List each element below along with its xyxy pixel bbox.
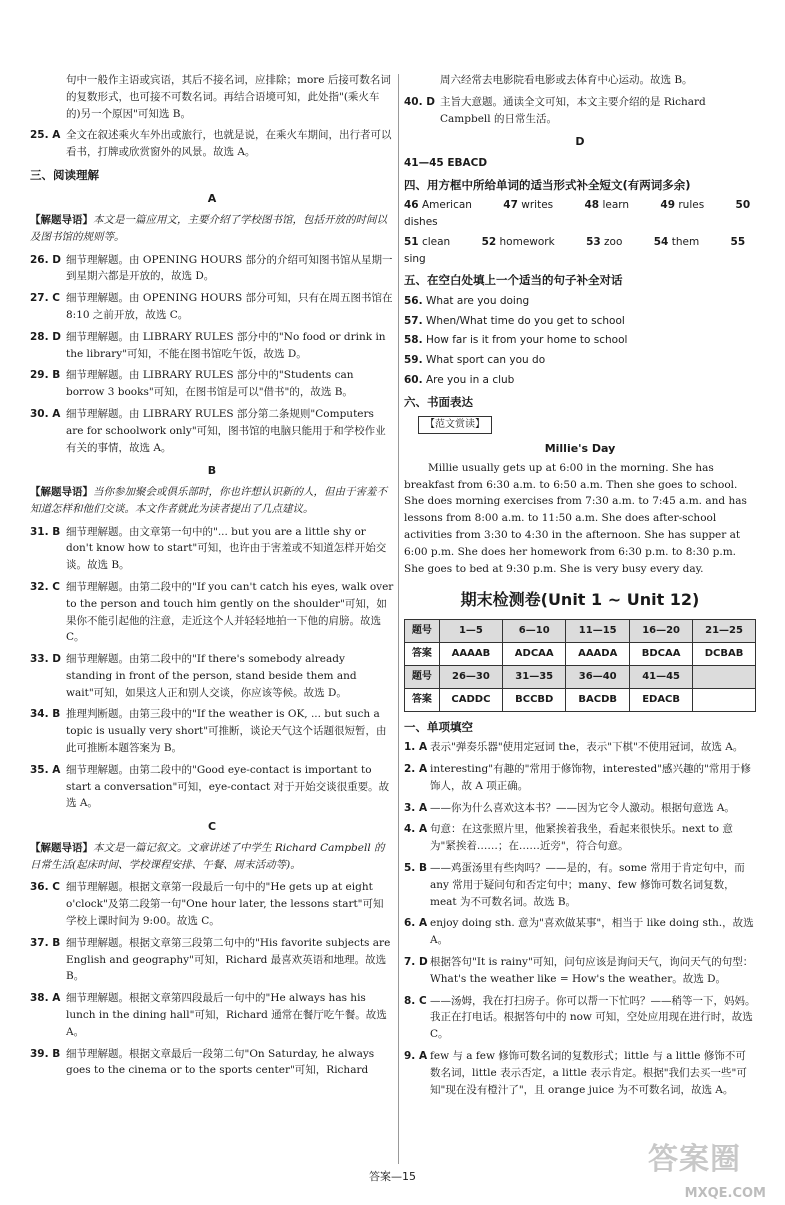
answer-34: 34. B 推理判断题。由第三段中的"If the weather is OK, ... but such a topic is usually very short"可推断，谈论天气这个话题很短暂，由此可推断本题答案为 B。 xyxy=(30,708,387,755)
left-column xyxy=(30,72,394,1084)
answer-e2: 2. A interesting"有趣的"常用于修饰物，interested"感兴趣的"常用于修饰人，故 A 项正确。 xyxy=(404,763,751,792)
answer-32: 32. C 细节理解题。由第二段中的"If you can't catch his eyes, walk over to the person and touch him gently on the shoulder"可知，如果你不能引起他的注意，走近这个人并轻轻地拍一下他的肩膀。故选 C。 xyxy=(30,580,394,644)
answer-36: 36. C 细节理解题。根据文章第一段最后一句中的"He gets up at eight o'clock"及第二段第一句"One hour later, the lessons start"可知学校上课时间为 9:00。故选 C。 xyxy=(30,881,384,928)
passage-c-label: C xyxy=(207,820,217,834)
answer-38: 38. A 细节理解题。根据文章第四段最后一句中的"He always has his lunch in the dining hall"可知，Richard 通常在餐厅吃午餐。故选 A。 xyxy=(30,992,387,1038)
answer-e8: 8. C ——汤姆，我在打扫房子。你可以帮一下忙吗？——稍等一下，妈妈。我正在打电话。根据答句中的 now 可知，空处应用现在进行时，故选 C。 xyxy=(404,994,756,1041)
section-word-fill: 四、用方框中所给单词的适当形式补全短文(有两词多余) xyxy=(404,177,691,192)
answer-key-table xyxy=(404,619,756,712)
answers-51-55: 51 clean 52 homework 53 zoo 54 them 55 sing xyxy=(404,235,746,265)
answer-28: 28. D 细节理解题。由 LIBRARY RULES 部分中的"No food or drink in the library"可知，不能在图书馆吃午饭，故选 D。 xyxy=(30,330,386,360)
guide-a: 【解题导语】本文是一篇应用文，主要介绍了学校图书馆，包括开放的时间以及图书馆的规则等。 xyxy=(30,213,387,243)
answer-29: 29. B 细节理解题。由 LIBRARY RULES 部分中的"Students can borrow 3 books"可知，在图书馆是可以"借书"的，故选 B。 xyxy=(30,369,354,399)
answer-e9: 9. A few 与 a few 修饰可数名词的复数形式；little 与 a little 修饰不可数名词，little 表示否定，a little 表示肯定。根据"我们去买一些"可知"现在没有橙汁了"，且 orange juice 为不可数名词，故选 A。 xyxy=(404,1050,747,1096)
answer-e1: 1. A 表示"弹奏乐器"使用定冠词 the，表示"下棋"不使用冠词，故选 A。 xyxy=(404,741,744,754)
answer-e5: 5. B ——鸡蛋汤里有些肉吗？——是的，有。some 常用于肯定句中，而 any 常用于疑问句和否定句中；many、few 修饰可数名词复数，meat 为不可数名词。故选 B。 xyxy=(404,862,745,908)
answer-e7: 7. D 根据答句"It is rainy"可知，问句应该是询问天气，询问天气的句型：What's the weather like = How's the weather。故选 D。 xyxy=(404,956,754,985)
right-column xyxy=(404,72,756,1103)
answer-30: 30. A 细节理解题。由 LIBRARY RULES 部分第二条规则"Computers are for schoolwork only"可知，图书馆的电脑只能用于和学校作业有关的事情，故选 A。 xyxy=(30,407,386,454)
essay-title: Millie's Day xyxy=(544,442,616,456)
answer-e3: 3. A ——你为什么喜欢这本书？——因为它令人激动。根据句意选 A。 xyxy=(404,801,735,814)
section-writing: 六、书面表达 xyxy=(404,394,473,409)
intro-paragraph: 句中一般作主语或宾语，其后不接名词，应排除；more 后接可数名词的复数形式，也可接不可数名词。再结合语境可知，此处指"(乘火车的)另一个原因"可知选 B。 xyxy=(66,74,391,120)
answer-e4: 4. A 句意：在这张照片里，他紧挨着我坐，看起来很快乐。next to 意为"紧挨着……；在……近旁"，符合句意。 xyxy=(404,823,733,853)
answer-e6: 6. A enjoy doing sth. 意为"喜欢做某事"，相当于 like doing sth.，故选 A。 xyxy=(404,917,754,947)
answer-40: 40. D 主旨大意题。通读全文可知，本文主要介绍的是 Richard Campbell 的日常生活。 xyxy=(404,95,706,125)
section-dialogue: 五、在空白处填上一个适当的句子补全对话 xyxy=(404,273,623,288)
answer-33: 33. D 细节理解题。由第二段中的"If there's somebody already standing in front of the person, stand beside them and wait"可知，如果这人正和别人交谈，你应该等候。故选 D。 xyxy=(30,653,357,699)
passage-b-label: B xyxy=(207,464,217,478)
passage-d-label: D xyxy=(575,135,585,149)
sample-essay-badge: 【范文赏读】 xyxy=(418,416,492,434)
watermark-logo: 答案圈 MXQE.COM xyxy=(648,1142,766,1201)
answer-41-45: 41—45 EBACD xyxy=(404,156,488,169)
answers-46-50: 46 American 47 writes 48 learn 49 rules 50 dishes xyxy=(404,199,751,228)
answer-25: 25. A 全文在叙述乘火车外出或旅行，也就是说，在乘火车期间，出行者可以看书，打牌或欣赏窗外的风景。故选 A。 xyxy=(30,129,392,159)
section-reading: 三、阅读理解 xyxy=(30,167,99,182)
page-footer: 答案—15 xyxy=(369,1170,416,1183)
answer-27: 27. C 细节理解题。由 OPENING HOURS 部分可知，只有在周五图书馆在 8:10 之前开放，故选 C。 xyxy=(30,292,393,321)
answer-58: 58. How far is it from your home to school xyxy=(404,334,628,347)
essay-text: Millie usually gets up at 6:00 in the morning. She has breakfast from 6:30 a.m. to 6:50 a.m. Then she goes to school. She does morning exercises from 7:30 a.m. to 7:45 a.m. and has lessons from 8:00 a.m. to 11:50 a.m. She does after-school activities from 3:30 to 4:30 in the afternoon. She has supper at 6:00 p.m. She does her homework from 6:30 p.m. to 8:30 p.m. She goes to bed at 9:30 p.m. She is very busy every day. xyxy=(404,461,747,575)
table-row: 题号 1—5 6—10 11—15 16—20 21—25 xyxy=(405,619,756,642)
answer-35: 35. A 细节理解题。由第二段中的"Good eye-contact is important to start a conversation"可知，eye-contact 对于开始交谈很重要。故选 A。 xyxy=(30,763,390,810)
passage-a-label: A xyxy=(207,192,217,206)
answer-37: 37. B 细节理解题。根据文章第三段第二句中的"His favorite subjects are English and geography"可知，Richard 最喜欢英语和地理。故选 B。 xyxy=(30,936,391,983)
final-exam-title: 期末检测卷(Unit 1 ~ Unit 12) xyxy=(460,590,700,610)
answer-59: 59. What sport can you do xyxy=(404,354,546,367)
answer-60: 60. Are you in a club xyxy=(404,373,515,386)
table-row: 答案 AAAAB ADCAA AAADA BDCAA DCBAB xyxy=(405,642,756,665)
guide-b: 【解题导语】当你参加聚会或俱乐部时，你也许想认识新的人，但由于害羞不知道怎样和他们交谈。本文作者就此为读者提出了几点建议。 xyxy=(30,485,387,515)
column-divider xyxy=(398,74,399,1164)
answer-26: 26. D 细节理解题。由 OPENING HOURS 部分的介绍可知图书馆从星期一到星期六都是开放的，故选 D。 xyxy=(30,253,393,283)
continued-paragraph: 周六经常去电影院看电影或去体育中心运动。故选 B。 xyxy=(440,74,693,86)
table-row: 题号 26—30 31—35 36—40 41—45 xyxy=(405,665,756,688)
answer-56: 56. What are you doing xyxy=(404,294,530,307)
table-row: 答案 CADDC BCCBD BACDB EDACB xyxy=(405,688,756,711)
answer-31: 31. B 细节理解题。由文章第一句中的"... but you are a little shy or don't know how to start"可知，也许由于害羞或不知道怎样开始交谈。故选 B。 xyxy=(30,525,387,572)
answer-57: 57. When/What time do you get to school xyxy=(404,314,625,327)
guide-c: 【解题导语】本文是一篇记叙文。文章讲述了中学生 Richard Campbell 的日常生活(起床时间、学校课程安排、午餐、周末活动等)。 xyxy=(30,841,385,871)
section-single-choice: 一、单项填空 xyxy=(404,719,473,734)
answer-39: 39. B 细节理解题。根据文章最后一段第二句"On Saturday, he always goes to the cinema or to the sports center"可知，Richard xyxy=(30,1047,375,1077)
